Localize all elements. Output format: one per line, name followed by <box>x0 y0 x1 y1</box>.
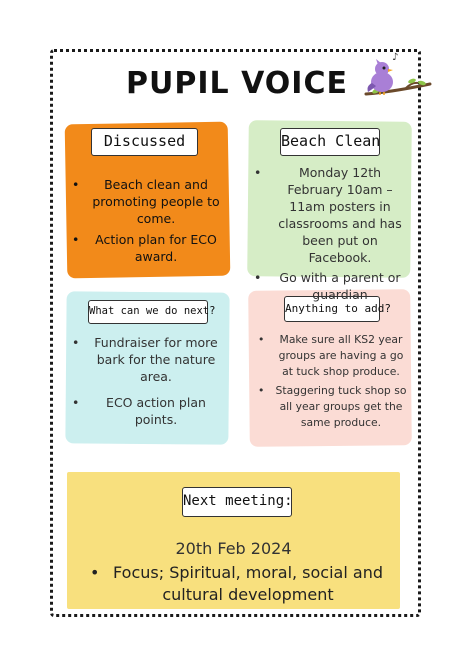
list-item: • Staggering tuck shop so all year groups get the same produce. <box>258 383 408 431</box>
next-meeting-heading: Next meeting: <box>182 487 292 517</box>
list-item: • Fundraiser for more bark for the nature area. <box>72 334 224 385</box>
discussed-heading: Discussed <box>91 128 198 156</box>
svg-text:♪: ♪ <box>392 52 399 63</box>
list-item: • Make sure all KS2 year groups are having a go at tuck shop produce. <box>258 332 408 380</box>
page-title: PUPIL VOICE <box>126 66 348 101</box>
list-item: • Go with a parent or guardian <box>254 269 410 303</box>
anything-to-add-list <box>258 332 408 434</box>
bird-on-branch-icon <box>362 48 432 108</box>
list-item: • Focus; Spiritual, moral, social and cultural development <box>90 562 390 606</box>
anything-to-add-heading: Anything to add? <box>284 296 380 322</box>
beach-clean-list <box>254 164 410 306</box>
list-item: • Action plan for ECO award. <box>72 231 224 265</box>
next-steps-list <box>72 334 224 437</box>
next-steps-heading: What can we do next? <box>88 300 208 324</box>
discussed-list <box>72 176 224 269</box>
list-item: • ECO action plan points. <box>72 394 224 428</box>
beach-clean-heading: Beach Clean <box>280 128 380 156</box>
list-item: • Beach clean and promoting people to come. <box>72 176 224 227</box>
meeting-focus-list <box>90 562 390 606</box>
list-item: • Monday 12th February 10am – 11am posters in classrooms and has been put on Facebook. <box>254 164 410 266</box>
meeting-date: 20th Feb 2024 <box>175 539 292 558</box>
